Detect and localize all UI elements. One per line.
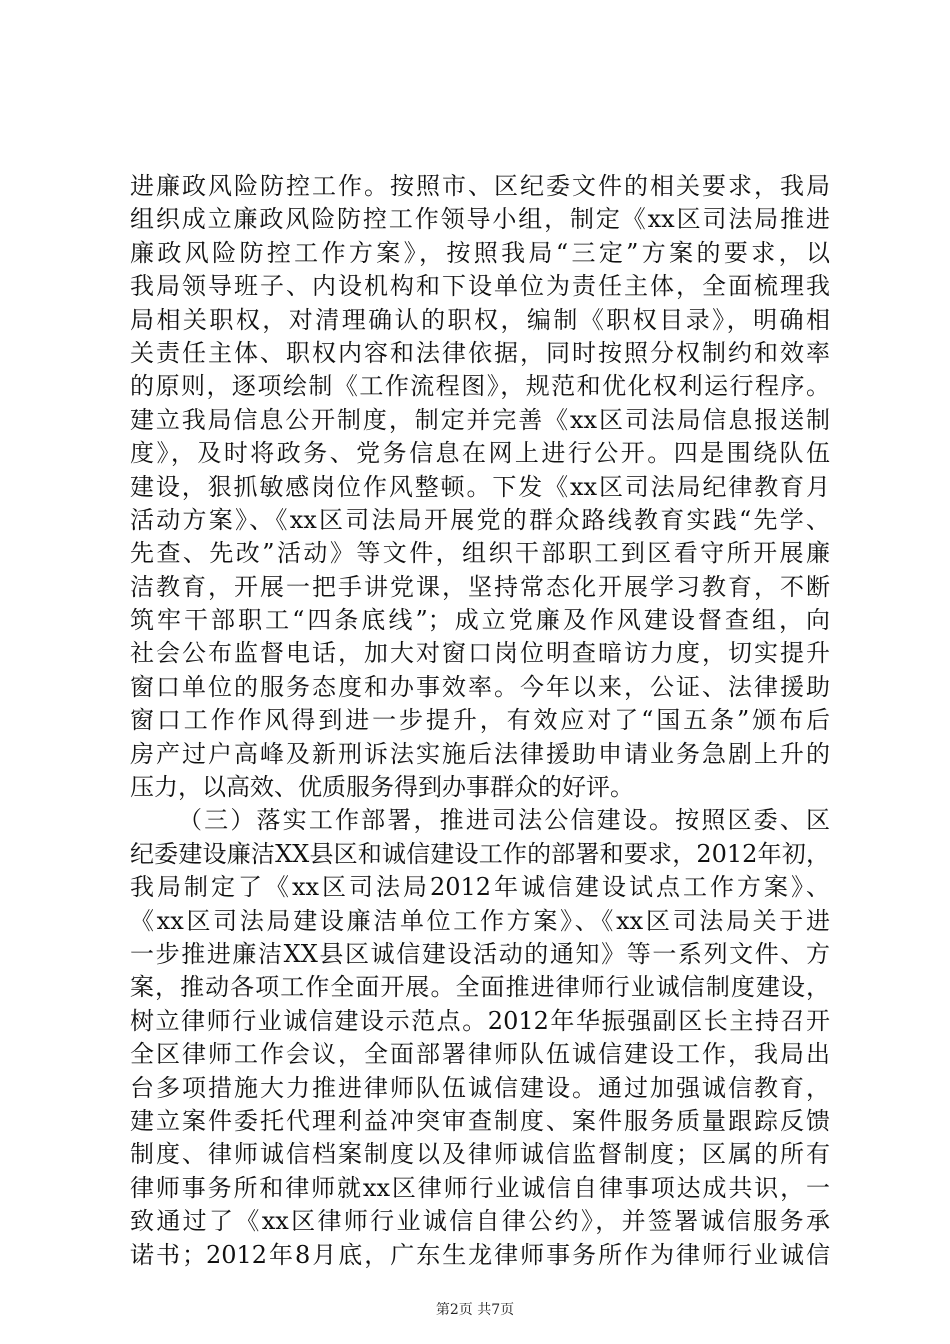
text-line: 局相关职权，对清理确认的职权，编制《职权目录》，明确相 [130, 305, 830, 334]
text-line: 组织成立廉政风险防控工作领导小组，制定《xx区司法局推进 [130, 205, 830, 234]
text-line: 律师事务所和律师就xx区律师行业诚信自律事项达成共识，一 [130, 1173, 830, 1202]
text-line: 我局领导班子、内设机构和下设单位为责任主体，全面梳理我 [130, 272, 830, 301]
text-line: 先查、先改”活动》等文件，组织干部职工到区看守所开展廉 [130, 539, 830, 568]
text-line: 树立律师行业诚信建设示范点。2012年华振强副区长主持召开 [130, 1006, 830, 1035]
text-line: 建设，狠抓敏感岗位作风整顿。下发《xx区司法局纪律教育月 [130, 472, 830, 501]
text-line: 纪委建设廉洁XX县区和诚信建设工作的部署和要求，2012年初， [130, 839, 830, 868]
text-line: 诺书；2012年8月底，广东生龙律师事务所作为律师行业诚信 [130, 1240, 830, 1269]
text-line: 一步推进廉洁XX县区诚信建设活动的通知》等一系列文件、方 [130, 939, 830, 968]
text-line: 致通过了《xx区律师行业诚信自律公约》，并签署诚信服务承 [130, 1207, 830, 1236]
text-line: 我局制定了《xx区司法局2012年诚信建设试点工作方案》、 [130, 873, 830, 902]
text-line: 全区律师工作会议，全面部署律师队伍诚信建设工作，我局出 [130, 1040, 830, 1069]
text-line: 台多项措施大力推进律师队伍诚信建设。通过加强诚信教育， [130, 1073, 830, 1102]
text-line: 活动方案》、《xx区司法局开展党的群众路线教育实践“先学、 [130, 505, 830, 534]
text-line: 建立我局信息公开制度，制定并完善《xx区司法局信息报送制 [130, 405, 830, 434]
text-line: 房产过户高峰及新刑诉法实施后法律援助申请业务急剧上升的 [130, 739, 830, 768]
text-line: 建立案件委托代理利益冲突审查制度、案件服务质量跟踪反馈 [130, 1106, 830, 1135]
text-line: 洁教育，开展一把手讲党课，坚持常态化开展学习教育，不断 [130, 572, 830, 601]
text-line: 制度、律师诚信档案制度以及律师诚信监督制度；区属的所有 [130, 1140, 830, 1169]
text-line: 的原则，逐项绘制《工作流程图》，规范和优化权利运行程序。 [130, 372, 830, 401]
text-line-paragraph-end: 压力，以高效、优质服务得到办事群众的好评。 [130, 773, 634, 802]
text-line: 进廉政风险防控工作。按照市、区纪委文件的相关要求，我局 [130, 172, 830, 200]
text-line: 窗口单位的服务态度和办事效率。今年以来，公证、法律援助 [130, 672, 830, 701]
text-line: 《xx区司法局建设廉洁单位工作方案》、《xx区司法局关于进 [130, 906, 830, 935]
page-number-footer: 第2页 共7页 [435, 1302, 515, 1318]
text-line: 廉政风险防控工作方案》，按照我局“三定”方案的要求，以 [130, 238, 830, 267]
body-text [130, 170, 830, 1272]
text-line: 筑牢干部职工“四条底线”；成立党廉及作风建设督查组，向 [130, 606, 830, 635]
text-line: 社会公布监督电话，加大对窗口岗位明查暗访力度，切实提升 [130, 639, 830, 668]
text-line: 窗口工作作风得到进一步提升，有效应对了“国五条”颁布后 [130, 706, 830, 735]
text-line: 度》，及时将政务、党务信息在网上进行公开。四是围绕队伍 [130, 439, 830, 468]
text-line: 关责任主体、职权内容和法律依据，同时按照分权制约和效率 [130, 338, 830, 367]
text-line-section-heading: （三）落实工作部署，推进司法公信建设。按照区委、区 [178, 806, 830, 835]
text-line: 案，推动各项工作全面开展。全面推进律师行业诚信制度建设， [130, 973, 830, 1002]
